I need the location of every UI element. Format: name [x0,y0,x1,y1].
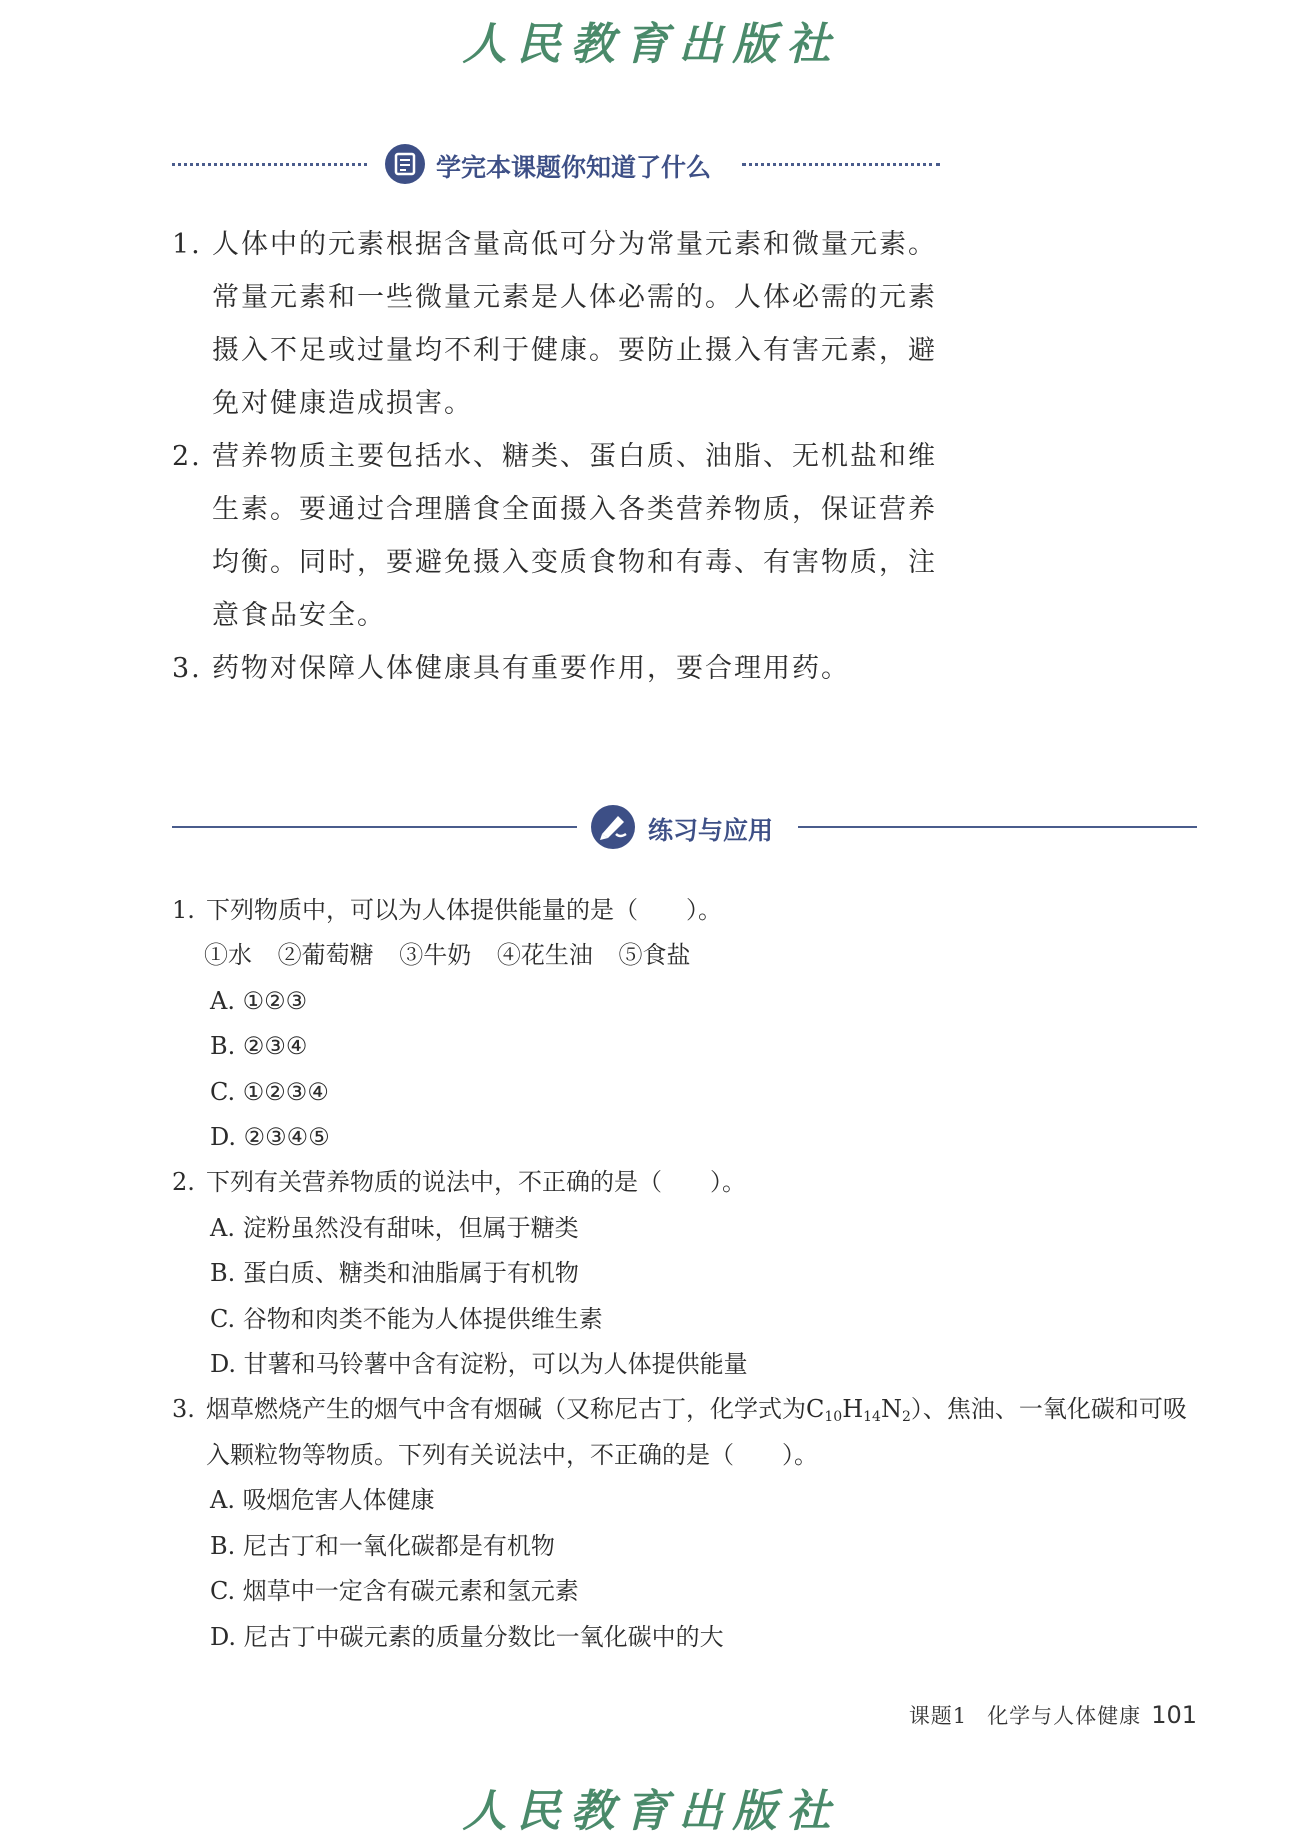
publisher-logo-bottom: 人民教育出版社 [462,1786,841,1837]
question-1 [172,888,1202,933]
dotted-divider-left [172,163,367,166]
publisher-logo-top: 人民教育出版社 [462,19,841,70]
option: D. ②③④⑤ [210,1123,330,1152]
practice-pen-icon [590,804,636,850]
formula-hydrogen-count: 14 [863,1409,881,1426]
summary-list [172,218,942,695]
option: B. 尼古丁和一氧化碳都是有机物 [210,1531,555,1560]
exercise-list [172,888,1202,1660]
footer-lesson: 课题1 [908,1704,968,1728]
option: B. 蛋白质、糖类和油脂属于有机物 [210,1259,579,1288]
summary-item-number: 3. [172,653,202,684]
summary-item-number: 2. [172,441,202,472]
dotted-divider-right [742,163,940,166]
summary-item [172,218,942,430]
chemical-formula [806,1395,911,1426]
question-stem: 下列有关营养物质的说法中，不正确的是（ ）。 [206,1168,746,1197]
option: C. ①②③④ [210,1077,329,1106]
option: B. ②③④ [210,1032,308,1061]
summary-item [172,430,942,642]
option: C. 烟草中一定含有碳元素和氢元素 [210,1577,579,1606]
option: D. 尼古丁中碳元素的质量分数比一氧化碳中的大 [210,1622,724,1651]
question-number: 1. [172,896,195,924]
question-number: 2. [172,1168,195,1197]
option: A. 淀粉虽然没有甜味，但属于糖类 [210,1213,579,1242]
divider-line-left [172,826,577,828]
question-stem: 下列物质中，可以为人体提供能量的是（ ）。 [206,896,722,924]
formula-carbon-count: 10 [824,1409,843,1426]
question-stem-part-a: 烟草燃烧产生的烟气中含有烟碱（又称尼古丁，化学式为 [206,1395,806,1424]
option: C. 谷物和肉类不能为人体提供维生素 [210,1304,603,1333]
option: A. 吸烟危害人体健康 [210,1486,435,1515]
question-1-items: ①水 ②葡萄糖 ③牛奶 ④花生油 ⑤食盐 [204,941,691,970]
summary-item-text: 药物对保障人体健康具有重要作用，要合理用药。 [212,653,850,684]
formula-hydrogen: H [842,1395,864,1424]
summary-item-text: 人体中的元素根据含量高低可分为常量元素和微量元素。常量元素和一些微量元素是人体必需的。人体必需的元素摄入不足或过量均不利于健康。要防止摄入有害元素，避免对健康造成损害。 [212,229,937,419]
exercise-header [172,802,1197,852]
option: D. 甘薯和马铃薯中含有淀粉，可以为人体提供能量 [210,1350,748,1379]
summary-title: 学完本课题你知道了什么 [436,153,712,182]
summary-item-text: 营养物质主要包括水、糖类、蛋白质、油脂、无机盐和维生素。要通过合理膳食全面摄入各类营养物质，保证营养均衡。同时，要避免摄入变质食物和有毒、有害物质，注意食品安全。 [212,441,937,631]
formula-carbon: C [806,1395,825,1424]
exercise-title: 练习与应用 [648,816,774,845]
footer-chapter: 化学与人体健康 [987,1704,1142,1728]
question-number: 3. [172,1395,195,1424]
question-stem-part-b: ）、焦油、一氧化碳和可吸入颗粒物等物质。下列有关说法中，不正确的是（ ）。 [206,1395,1187,1469]
summary-header [172,140,940,190]
option: A. ①②③ [210,986,308,1015]
question-3 [172,1387,1202,1478]
summary-book-icon [384,143,426,185]
formula-nitrogen: N [880,1395,902,1424]
page-number: 101 [1151,1701,1197,1729]
summary-item [172,642,942,695]
summary-item-number: 1. [172,229,202,260]
page-footer [0,1700,1197,1730]
question-2 [172,1160,1202,1205]
formula-nitrogen-count: 2 [901,1409,911,1426]
divider-line-right [798,826,1197,828]
